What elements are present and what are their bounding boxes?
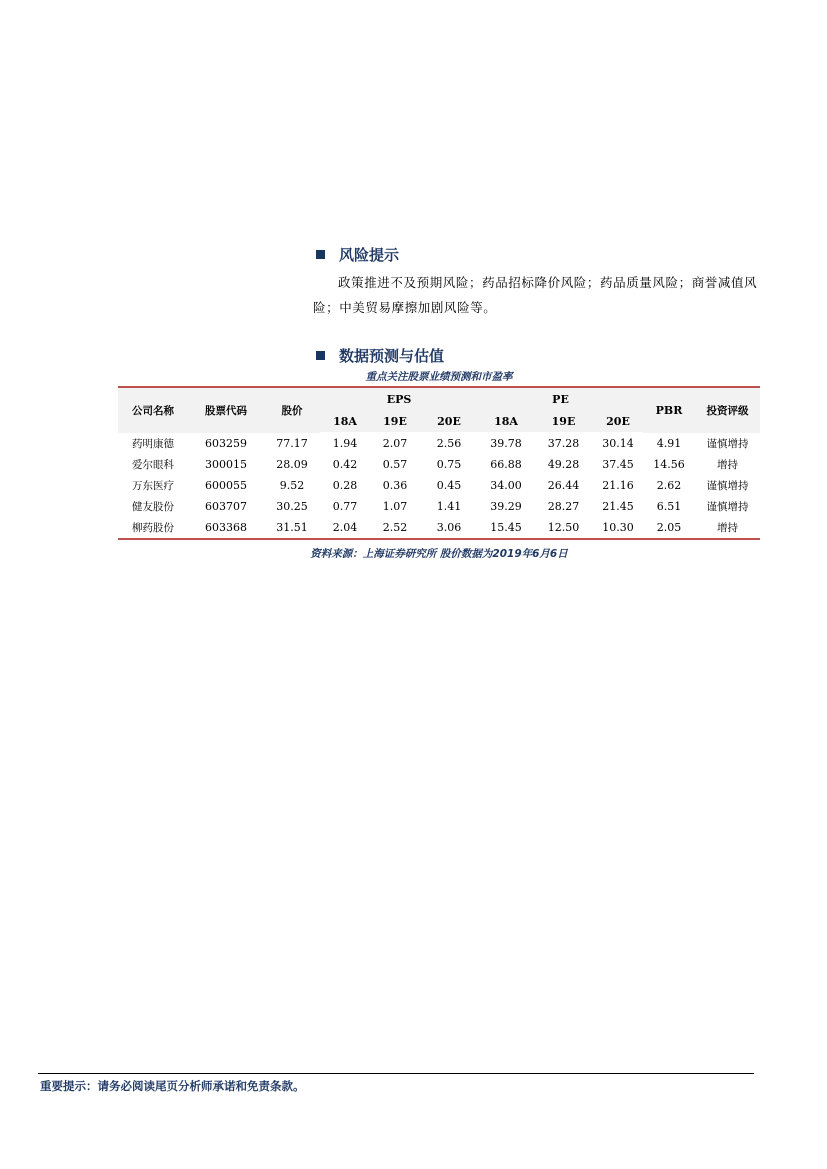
cell-price: 30.25	[276, 500, 308, 513]
square-bullet-icon	[316, 250, 325, 259]
cell-code: 300015	[205, 458, 247, 471]
cell-pbr: 14.56	[653, 458, 685, 471]
forecast-section-heading	[316, 345, 444, 366]
cell-pbr: 2.62	[656, 479, 682, 492]
cell-eps-19e: 0.36	[382, 479, 408, 492]
cell-eps-20e: 1.41	[436, 500, 462, 513]
cell-eps-20e: 2.56	[436, 437, 462, 450]
cell-rating: 谨慎增持	[706, 480, 749, 492]
cell-rating: 谨慎增持	[706, 501, 749, 513]
cell-pe-20e: 21.16	[602, 479, 634, 492]
cell-pe-20e: 21.45	[602, 500, 634, 513]
header-pe: PE	[478, 387, 643, 410]
risk-section-heading	[316, 244, 399, 265]
header-eps-19e: 19E	[370, 410, 420, 433]
cell-pe-19e: 12.50	[547, 521, 580, 534]
cell-eps-18a: 0.28	[332, 479, 358, 492]
header-eps-20e: 20E	[420, 410, 478, 433]
cell-price: 9.52	[279, 479, 305, 492]
header-eps: EPS	[320, 387, 478, 410]
cell-code: 600055	[205, 479, 247, 492]
cell-eps-19e: 2.07	[382, 437, 408, 450]
cell-eps-18a: 1.94	[332, 437, 358, 450]
header-price: 股价	[264, 387, 320, 433]
cell-rating: 谨慎增持	[706, 437, 749, 450]
table-title: 重点关注股票业绩预测和市盈率	[365, 371, 513, 383]
cell-pe-18a: 15.45	[490, 521, 522, 534]
cell-pe-19e: 28.27	[547, 500, 580, 513]
cell-eps-19e: 2.52	[382, 521, 408, 534]
cell-pe-18a: 66.88	[490, 458, 522, 471]
cell-company: 健友股份	[132, 501, 174, 513]
cell-pe-20e: 10.30	[602, 521, 634, 534]
cell-eps-20e: 0.45	[436, 479, 462, 492]
footer-disclaimer: 重要提示：请务必阅读尾页分析师承诺和免责条款。	[40, 1079, 305, 1093]
cell-eps-18a: 0.77	[332, 500, 358, 513]
cell-pbr: 6.51	[656, 500, 682, 513]
cell-pbr: 4.91	[656, 436, 682, 450]
header-pe-19e: 19E	[534, 410, 593, 433]
header-code: 股票代码	[188, 387, 264, 433]
cell-company: 爱尔眼科	[132, 459, 174, 471]
cell-pe-19e: 37.28	[547, 437, 580, 450]
cell-pe-18a: 39.78	[490, 437, 522, 450]
cell-company: 万东医疗	[132, 480, 174, 492]
header-pe-18a: 18A	[478, 410, 534, 433]
table-row	[118, 433, 760, 455]
table-row	[118, 475, 760, 496]
cell-pbr: 2.05	[656, 521, 682, 534]
cell-eps-18a: 2.04	[332, 521, 358, 534]
cell-company: 柳药股份	[132, 522, 174, 534]
cell-code: 603707	[205, 500, 247, 513]
cell-price: 28.09	[276, 458, 308, 471]
cell-rating: 增持	[717, 459, 738, 471]
cell-pe-19e: 26.44	[547, 479, 580, 492]
header-rating: 投资评级	[695, 387, 760, 433]
header-company: 公司名称	[118, 387, 188, 433]
cell-eps-18a: 0.42	[332, 458, 358, 471]
cell-eps-20e: 0.75	[436, 458, 462, 471]
valuation-table	[118, 386, 760, 540]
cell-code: 603368	[205, 521, 247, 534]
risk-section-title: 风险提示	[339, 246, 400, 264]
cell-pe-20e: 30.14	[602, 437, 634, 450]
cell-company: 药明康德	[132, 437, 174, 450]
cell-code: 603259	[205, 436, 247, 450]
cell-eps-20e: 3.06	[436, 521, 462, 534]
header-pbr: PBR	[643, 387, 695, 433]
cell-eps-19e: 1.07	[382, 500, 408, 513]
cell-pe-20e: 37.45	[602, 458, 634, 471]
header-pe-20e: 20E	[593, 410, 643, 433]
table-row	[118, 496, 760, 517]
forecast-section-title: 数据预测与估值	[339, 347, 445, 365]
footer-divider	[38, 1073, 754, 1074]
cell-price: 31.51	[276, 521, 308, 534]
cell-pe-19e: 49.28	[547, 458, 580, 471]
cell-price: 77.17	[276, 436, 308, 450]
table-source-note: 资料来源：上海证券研究所 股价数据为2019年6月6日	[310, 548, 568, 560]
cell-pe-18a: 39.29	[490, 500, 522, 513]
cell-rating: 增持	[717, 522, 738, 534]
cell-eps-19e: 0.57	[382, 458, 408, 471]
square-bullet-icon	[316, 351, 325, 360]
table-row	[118, 517, 760, 539]
cell-pe-18a: 34.00	[490, 479, 522, 492]
table-row	[118, 454, 760, 475]
header-eps-18a: 18A	[320, 410, 370, 433]
risk-paragraph: 政策推进不及预期风险；药品招标降价风险；药品质量风险；商誉减值风险；中美贸易摩擦加剧风险等。	[313, 275, 758, 315]
